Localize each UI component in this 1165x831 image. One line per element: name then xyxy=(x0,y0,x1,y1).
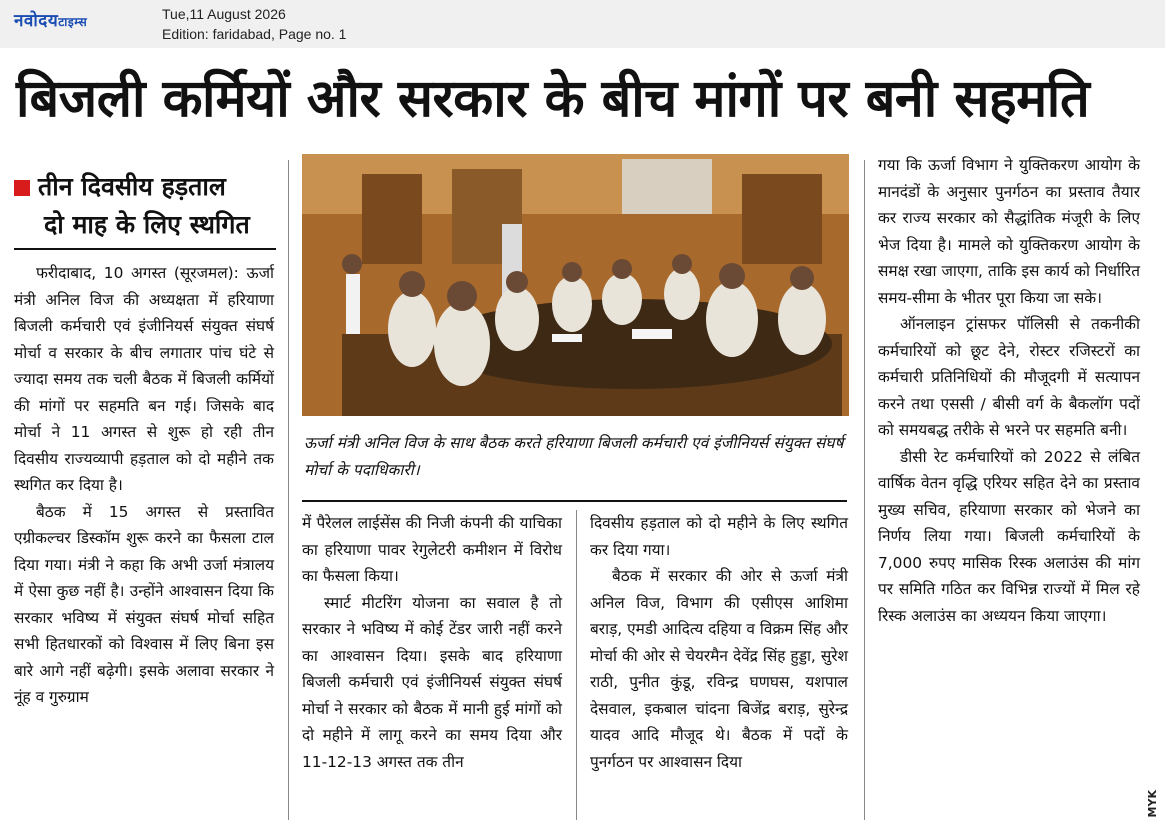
caption-rule xyxy=(302,500,847,502)
print-mark: MYK xyxy=(1146,790,1159,818)
article-column-2 xyxy=(302,510,562,775)
edition-date: Tue,11 August 2026 xyxy=(162,6,286,22)
newspaper-logo[interactable] xyxy=(14,8,87,31)
paragraph: फरीदाबाद, 10 अगस्त (सूरजमल): ऊर्जा मंत्री अनिल विज की अध्यक्षता में हरियाणा बिजली कर्मचारी एवं इंजीनियर्स संयुक्त संघर्ष मोर्चा व सरकार के बीच लगातार पांच घंटे से ज्यादा समय तक चली बैठक में बिजली कर्मियों की मांगों पर सहमति बन गई। जिसके बाद मोर्चा ने 11 अगस्त से शुरू हो रही तीन दिवसीय राज्यव्यापी हड़ताल को दो महीने तक स्थगित कर दिया है। xyxy=(14,264,274,494)
column-divider xyxy=(576,510,577,820)
paragraph: गया कि ऊर्जा विभाग ने युक्तिकरण आयोग के मानदंडों के अनुसार पुनर्गठन का प्रस्ताव तैयार कर राज्य सरकार को सैद्धांतिक मंजूरी के लिए भेज दिया है। मामले को युक्तिकरण आयोग के समक्ष रखा जाएगा, ताकि इस कार्य को निर्धारित समय-सीमा के भीतर पूरा किया जा सके। xyxy=(878,156,1140,307)
subheadline-rule xyxy=(14,248,276,250)
paragraph: दिवसीय हड़ताल को दो महीने के लिए स्थगित कर दिया गया। xyxy=(590,514,848,559)
paragraph: स्मार्ट मीटरिंग योजना का सवाल है तो सरकार ने भविष्य में कोई टेंडर जारी नहीं करने का आश्वासन दिया। इसके बाद हरियाणा बिजली कर्मचारी एवं इंजीनियर्स संयुक्त संघर्ष मोर्चा ने सरकार को बैठक में मानी हुई मांगों को दो महीने में लागू करने का समय दिया और 11-12-13 अगस्त तक तीन xyxy=(302,593,562,771)
subheadline-line-2: दो माह के लिए स्थगित xyxy=(44,210,250,239)
paragraph: ऑनलाइन ट्रांसफर पॉलिसी से तकनीकी कर्मचारियों को छूट देने, रोस्टर रजिस्टरों का कर्मचारी प्रतिनिधियों की मौजूदगी में सत्यापन करने तथा एससी / बीसी वर्ग के बैकलॉग पदों को समयबद्ध तरीके से भरने पर सहमति बनी। xyxy=(878,315,1140,439)
red-bullet-icon xyxy=(14,180,30,196)
meeting-photo-illustration xyxy=(302,154,849,416)
article-column-4 xyxy=(878,152,1140,629)
paragraph: बैठक में सरकार की ओर से ऊर्जा मंत्री अनिल विज, विभाग की एसीएस आशिमा बराड़, एमडी आदित्य दहिया व विक्रम सिंह और मोर्चा की ओर से चेयरमैन देवेंद्र सिंह हुड्डा, सुरेश राठी, पुनीत कुंडू, रविन्द्र घणघस, यशपाल देसवाल, इकबाल चांदना बिजेंद्र बराड़, सुरेन्द्र यादव आदि मौजूद थे। बैठक में पदों के पुनर्गठन पर आश्वासन दिया xyxy=(590,567,848,771)
article-column-1 xyxy=(14,260,274,711)
photo-caption: ऊर्जा मंत्री अनिल विज के साथ बैठक करते हरियाणा बिजली कर्मचारी एवं इंजीनियर्स संयुक्त संघर्ष मोर्चा के पदाधिकारी। xyxy=(304,434,844,479)
paragraph: में पैरेलल लाईसेंस की निजी कंपनी की याचिका का हरियाणा पावर रेगुलेटरी कमीशन में विरोध का फैसला किया। xyxy=(302,514,562,585)
article-photo[interactable] xyxy=(302,154,849,416)
column-divider xyxy=(864,160,865,820)
column-divider xyxy=(288,160,289,820)
edition-page: Edition: faridabad, Page no. 1 xyxy=(162,26,347,42)
paragraph: बैठक में 15 अगस्त से प्रस्तावित एग्रीकल्चर डिस्कॉम शुरू करने का फैसला टाल दिया गया। मंत्री ने कहा कि अभी उर्जा मंत्रालय में ऐसा कुछ नहीं है। उन्होंने आश्वासन दिया कि सरकार भविष्य में संयुक्त संघर्ष मोर्चा सहित सभी हितधारकों को विश्वास में लिए बिना इस बारे आगे नहीं बढ़ेगी। इसके अलावा सरकार ने नूंह व गुरुग्राम xyxy=(14,502,274,706)
article-headline: बिजली कर्मियों और सरकार के बीच मांगों पर बनी सहमति xyxy=(16,69,1090,129)
edition-info xyxy=(162,4,346,44)
logo-text: नवोदय xyxy=(14,11,59,31)
article-column-3 xyxy=(590,510,848,775)
subheadline-line-1: तीन दिवसीय हड़ताल xyxy=(38,172,226,201)
logo-subtext: टाइम्स xyxy=(58,15,88,29)
paragraph: डीसी रेट कर्मचारियों को 2022 से लंबित वार्षिक वेतन वृद्धि एरियर सहित देने का प्रस्ताव मुख्य सचिव, हरियाणा सरकार को भेजने का निर्णय लिया गया। बिजली कर्मचारियों के 7,000 रुपए मासिक रिस्क अलाउंस की मांग पर समिति गठित कर विभिन्न राज्यों में मिल रहे रिस्क अलाउंस का अध्ययन किया जाएगा। xyxy=(878,447,1140,625)
page-header xyxy=(0,0,1165,48)
article-subheadline xyxy=(14,168,276,244)
